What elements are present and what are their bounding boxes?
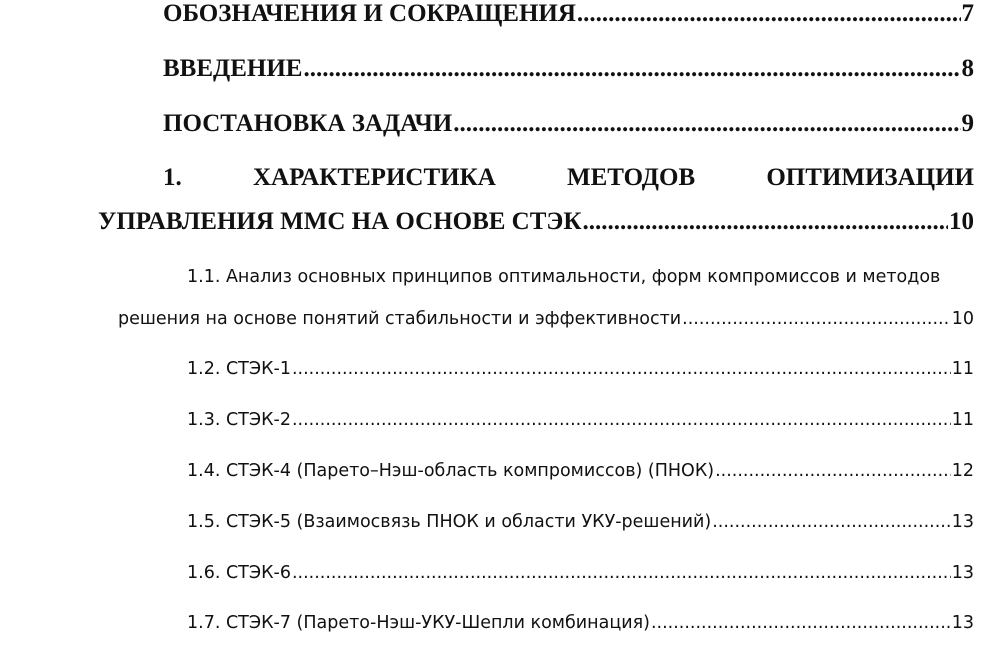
toc-entry-title: 1.4. СТЭК-4 (Парето–Нэш-область компромиссов) (ПНОК) [187, 461, 715, 481]
toc-entry-page: 11 [951, 359, 974, 379]
dot-leader [715, 461, 951, 481]
toc-entry-page: 11 [951, 410, 974, 430]
chapter-word: ОПТИМИЗАЦИИ [766, 164, 974, 191]
toc-entry-page: 10 [951, 309, 974, 329]
toc-entry-1-6[interactable] [187, 563, 974, 583]
chapter-word: 1. [163, 164, 182, 191]
toc-entry-page: 13 [951, 563, 974, 583]
toc-entry-1-3[interactable] [187, 410, 974, 430]
dot-leader [712, 512, 950, 532]
toc-entry-introduction[interactable] [163, 55, 974, 83]
dot-leader [453, 110, 960, 138]
toc-entry-title: решения на основе понятий стабильности и эффективности [118, 309, 682, 329]
toc-entry-notations[interactable] [163, 0, 974, 28]
dot-leader [651, 613, 951, 633]
toc-entry-chapter-1-line-1[interactable] [163, 164, 974, 192]
toc-entry-title: 1.6. СТЭК-6 [187, 563, 291, 583]
dot-leader [292, 410, 951, 430]
chapter-word: ХАРАКТЕРИСТИКА [252, 164, 496, 191]
toc-entry-page: 13 [951, 512, 974, 532]
toc-entry-title: ВВЕДЕНИЕ [163, 55, 303, 82]
toc-entry-page: 8 [961, 55, 974, 82]
dot-leader [303, 55, 960, 83]
toc-entry-1-2[interactable] [187, 359, 974, 379]
dot-leader [292, 563, 951, 583]
toc-entry-page: 12 [951, 461, 974, 481]
toc-entry-problem-statement[interactable] [163, 110, 974, 138]
toc-entry-1-1-line-1[interactable] [187, 267, 940, 287]
toc-entry-1-7[interactable] [187, 613, 974, 633]
toc-entry-page: 7 [961, 0, 974, 27]
dot-leader [577, 0, 961, 28]
dot-leader [292, 359, 951, 379]
toc-entry-1-5[interactable] [187, 512, 974, 532]
toc-entry-page: 9 [961, 110, 974, 137]
toc-entry-title: ОБОЗНАЧЕНИЯ И СОКРАЩЕНИЯ [163, 0, 576, 27]
toc-entry-title: 1.2. СТЭК-1 [187, 359, 291, 379]
chapter-word: МЕТОДОВ [566, 164, 696, 191]
toc-entry-1-1-line-2[interactable] [118, 309, 974, 329]
toc-entry-title: 1.5. СТЭК-5 (Взаимосвязь ПНОК и области УКУ-решений) [187, 512, 712, 532]
toc-entry-chapter-1-line-2[interactable] [98, 208, 974, 236]
toc-entry-title: ПОСТАНОВКА ЗАДАЧИ [163, 110, 453, 137]
toc-entry-title: 1.3. СТЭК-2 [187, 410, 291, 430]
toc-entry-title: 1.7. СТЭК-7 (Парето-Нэш-УКУ-Шепли комбинация) [187, 613, 650, 633]
toc-entry-title: 1.1. Анализ основных принципов оптимальности, форм компромиссов и методов [187, 267, 941, 287]
dot-leader [682, 309, 951, 329]
toc-entry-title: УПРАВЛЕНИЯ ММС НА ОСНОВЕ СТЭК [98, 208, 582, 235]
toc-entry-page: 10 [949, 208, 974, 235]
toc-entry-page: 13 [951, 613, 974, 633]
dot-leader [583, 208, 949, 236]
toc-entry-1-4[interactable] [187, 461, 974, 481]
